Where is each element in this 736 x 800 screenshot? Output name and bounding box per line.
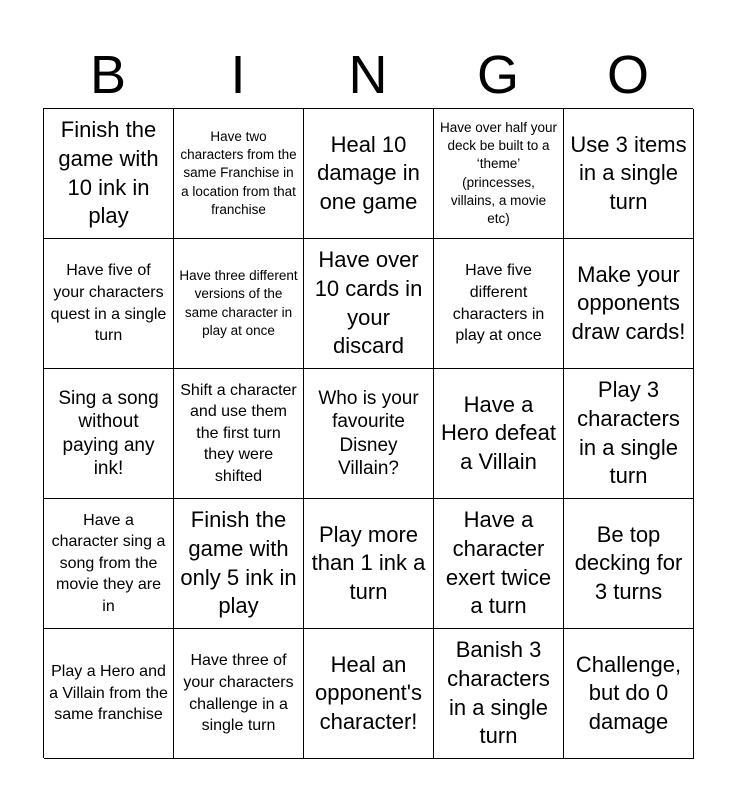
bingo-cell: Have a character sing a song from the movie they are in — [44, 499, 174, 629]
bingo-header — [43, 42, 693, 108]
bingo-cell: Have a character exert twice a turn — [434, 499, 564, 629]
bingo-cell: Be top decking for 3 turns — [564, 499, 694, 629]
bingo-cell: Make your opponents draw cards! — [564, 239, 694, 369]
bingo-cell: Shift a character and use them the first turn they were shifted — [174, 369, 304, 499]
bingo-cell: Heal an opponent's character! — [304, 629, 434, 759]
bingo-cell: Use 3 items in a single turn — [564, 109, 694, 239]
bingo-cell: Who is your favourite Disney Villain? — [304, 369, 434, 499]
header-letter-n: N — [348, 45, 388, 105]
bingo-cell: Play more than 1 ink a turn — [304, 499, 434, 629]
bingo-cell: Have three different versions of the same character in play at once — [174, 239, 304, 369]
bingo-board — [43, 108, 693, 758]
header-letter-b: B — [89, 45, 127, 105]
header-letter-o: O — [606, 45, 649, 105]
bingo-cell: Play 3 characters in a single turn — [564, 369, 694, 499]
bingo-cell: Heal 10 damage in one game — [304, 109, 434, 239]
bingo-cell: Banish 3 characters in a single turn — [434, 629, 564, 759]
header-letter-i: I — [230, 45, 246, 105]
bingo-cell: Play a Hero and a Villain from the same franchise — [44, 629, 174, 759]
bingo-cell: Have three of your characters challenge in a single turn — [174, 629, 304, 759]
bingo-cell: Have two characters from the same Franchise in a location from that franchise — [174, 109, 304, 239]
bingo-cell: Have five of your characters quest in a single turn — [44, 239, 174, 369]
header-letter-g: G — [476, 45, 519, 105]
bingo-cell: Challenge, but do 0 damage — [564, 629, 694, 759]
bingo-cell: Have five different characters in play at once — [434, 239, 564, 369]
bingo-cell: Have over half your deck be built to a ‘theme’ (princesses, villains, a movie etc) — [434, 109, 564, 239]
bingo-cell: Have over 10 cards in your discard — [304, 239, 434, 369]
bingo-cell: Have a Hero defeat a Villain — [434, 369, 564, 499]
bingo-cell: Sing a song without paying any ink! — [44, 369, 174, 499]
bingo-cell: Finish the game with only 5 ink in play — [174, 499, 304, 629]
bingo-cell: Finish the game with 10 ink in play — [44, 109, 174, 239]
